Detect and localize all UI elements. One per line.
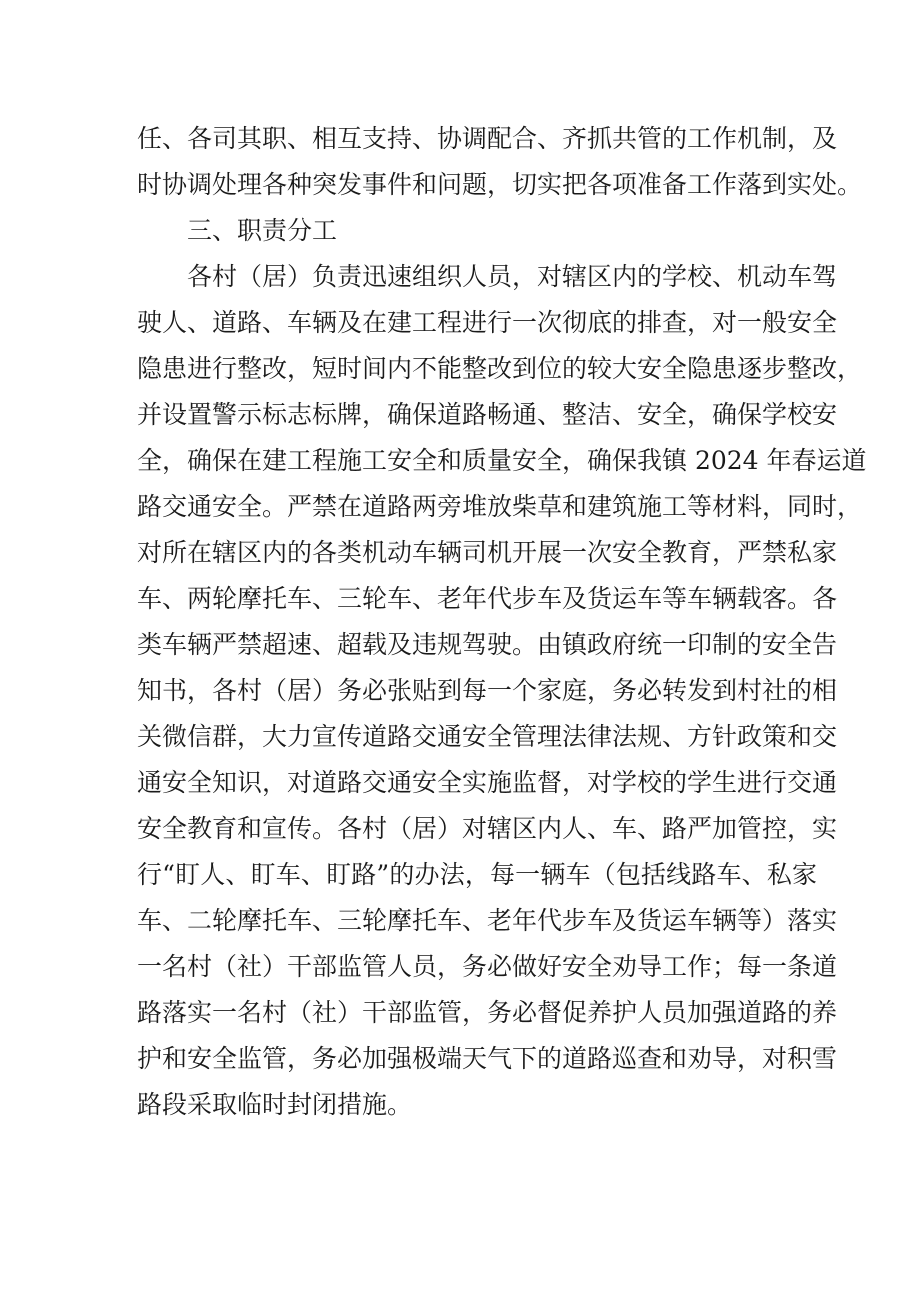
text-line: 全，确保在建工程施工安全和质量安全，确保我镇 2024 年春运道: [137, 446, 867, 475]
text-line: 护和安全监管，务必加强极端天气下的道路巡查和劝导，对积雪: [137, 1044, 838, 1073]
text-line: 知书，各村（居）务必张贴到每一个家庭，务必转发到村社的相: [137, 676, 838, 705]
text-line: 行“盯人、盯车、盯路”的办法，每一辆车（包括线路车、私家: [137, 860, 817, 889]
section-heading: 三、职责分工: [187, 216, 338, 245]
text-line: 安全教育和宣传。各村（居）对辖区内人、车、路严加管控，实: [137, 814, 838, 843]
text-line: 任、各司其职、相互支持、协调配合、齐抓共管的工作机制，及: [137, 124, 838, 153]
text-line: 时协调处理各种突发事件和问题，切实把各项准备工作落到实处。: [137, 170, 863, 199]
text-line: 路交通安全。严禁在道路两旁堆放柴草和建筑施工等材料，同时，: [137, 492, 863, 521]
text-line: 隐患进行整改，短时间内不能整改到位的较大安全隐患逐步整改，: [137, 354, 863, 383]
text-line: 类车辆严禁超速、超载及违规驾驶。由镇政府统一印制的安全告: [137, 630, 838, 659]
text-line: 路落实一名村（社）干部监管，务必督促养护人员加强道路的养: [137, 998, 838, 1027]
text-line: 并设置警示标志标牌，确保道路畅通、整洁、安全，确保学校安: [137, 400, 838, 429]
text-line: 一名村（社）干部监管人员，务必做好安全劝导工作；每一条道: [137, 952, 838, 981]
text-line: 驶人、道路、车辆及在建工程进行一次彻底的排查，对一般安全: [137, 308, 838, 337]
text-line: 车、二轮摩托车、三轮摩托车、老年代步车及货运车辆等）落实: [137, 906, 838, 935]
text-line: 对所在辖区内的各类机动车辆司机开展一次安全教育，严禁私家: [137, 538, 838, 567]
text-line: 通安全知识，对道路交通安全实施监督，对学校的学生进行交通: [137, 768, 838, 797]
text-line: 车、两轮摩托车、三轮车、老年代步车及货运车等车辆载客。各: [137, 584, 838, 613]
text-line: 各村（居）负责迅速组织人员，对辖区内的学校、机动车驾: [187, 262, 838, 291]
text-line: 关微信群，大力宣传道路交通安全管理法律法规、方针政策和交: [137, 722, 838, 751]
text-line: 路段采取临时封闭措施。: [137, 1090, 413, 1119]
